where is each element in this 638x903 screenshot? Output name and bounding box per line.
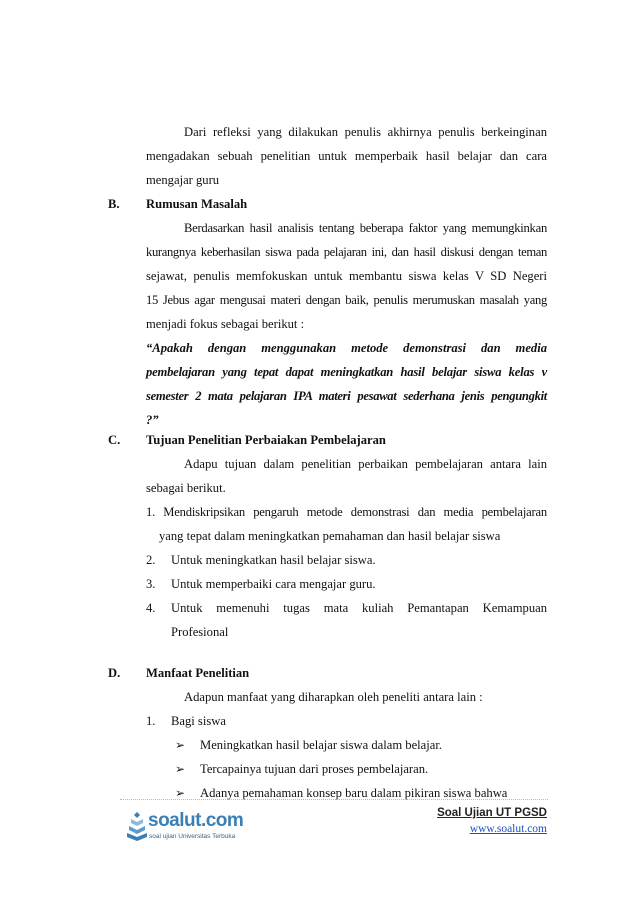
section-c-intro-line-2: sebagai berikut. xyxy=(146,481,226,495)
objective-item-3-number: 3. xyxy=(146,577,156,591)
section-b-line-2: kurangnya keberhasilan siswa pada pelajaran ini, dan hasil diskusi dengan teman xyxy=(146,245,547,259)
arrowhead-bullet-icon: ➢ xyxy=(175,786,186,800)
objective-item-2-number: 2. xyxy=(146,553,156,567)
logo-tagline: soal ujian Universitas Terbuka xyxy=(149,833,236,840)
benefit-sub-1 xyxy=(146,709,226,733)
objective-item-4-number: 4. xyxy=(146,601,156,615)
intro-line-1: Dari refleksi yang dilakukan penulis akhirnya penulis berkeinginan xyxy=(184,125,547,139)
objective-item-3 xyxy=(146,572,376,596)
problem-question-line-1: “Apakah dengan menggunakan metode demonstrasi dan media xyxy=(146,341,547,355)
footer-divider xyxy=(120,799,548,800)
objective-item-2 xyxy=(146,548,376,572)
footer-title: Soal Ujian UT PGSD xyxy=(437,807,547,819)
problem-question-line-4: ?” xyxy=(146,413,159,427)
arrowhead-bullet-icon: ➢ xyxy=(175,738,186,752)
objective-item-3-text: Untuk memperbaiki cara mengajar guru. xyxy=(171,577,376,591)
intro-line-2: mengadakan sebuah penelitian untuk memperbaik hasil belajar dan cara xyxy=(146,149,547,163)
section-c-heading xyxy=(108,428,386,452)
section-b-heading xyxy=(108,192,247,216)
objective-item-2-text: Untuk meningkatkan hasil belajar siswa. xyxy=(171,553,376,567)
problem-question-line-2: pembelajaran yang tepat dapat meningkatkan hasil belajar siswa kelas v xyxy=(146,365,547,379)
objective-item-4-line-2: Profesional xyxy=(171,625,229,639)
benefit-sub-1-label: Bagi siswa xyxy=(171,714,226,728)
section-c-letter: C. xyxy=(108,433,121,447)
problem-question-line-3: semester 2 mata pelajaran IPA materi pesawat sederhana jenis pengungkit xyxy=(146,389,547,403)
arrowhead-bullet-icon: ➢ xyxy=(175,762,186,776)
intro-line-3: mengajar guru xyxy=(146,173,220,187)
section-b-line-4: 15 Jebus agar mengusai materi dengan baik, penulis merumuskan masalah yang xyxy=(146,293,547,307)
objective-item-4-line-1: Untuk memenuhi tugas mata kuliah Pemantapan Kemampuan xyxy=(171,601,547,615)
benefit-bullet-2: Tercapainya tujuan dari proses pembelajaran. xyxy=(200,762,429,776)
section-b-letter: B. xyxy=(108,197,120,211)
section-b-line-1: Berdasarkan hasil analisis tentang beberapa faktor yang memungkinkan xyxy=(184,221,547,235)
book-stack-icon xyxy=(124,811,150,843)
logo-wordmark: soalut.com xyxy=(148,810,244,831)
section-b-line-5: menjadi fokus sebagai berikut : xyxy=(146,317,305,331)
objective-item-1-line-2: yang tepat dalam meningkatkan pemahaman dan hasil belajar siswa xyxy=(159,529,501,543)
benefit-bullet-1: Meningkatkan hasil belajar siswa dalam belajar. xyxy=(200,738,442,752)
soalut-logo xyxy=(124,808,244,846)
section-b-line-3: sejawat, penulis memfokuskan untuk membantu siswa kelas V SD Negeri xyxy=(146,269,547,283)
section-c-title: Tujuan Penelitian Perbaiakan Pembelajaran xyxy=(146,433,386,447)
section-b-title: Rumusan Masalah xyxy=(146,197,248,211)
section-d-title: Manfaat Penelitian xyxy=(146,666,250,680)
footer-url-link[interactable]: www.soalut.com xyxy=(469,823,547,835)
benefit-sub-1-number: 1. xyxy=(146,714,156,728)
section-d-letter: D. xyxy=(108,666,121,680)
section-d-intro: Adapun manfaat yang diharapkan oleh peneliti antara lain : xyxy=(184,690,483,704)
objective-item-1-line-1: 1. Mendiskripsikan pengaruh metode demonstrasi dan media pembelajaran xyxy=(146,505,547,519)
section-d-heading xyxy=(108,661,249,685)
section-c-intro-line-1: Adapu tujuan dalam penelitian perbaikan pembelajaran antara lain xyxy=(184,457,547,471)
benefit-bullet-3: Adanya pemahaman konsep baru dalam pikiran siswa bahwa xyxy=(200,786,508,800)
